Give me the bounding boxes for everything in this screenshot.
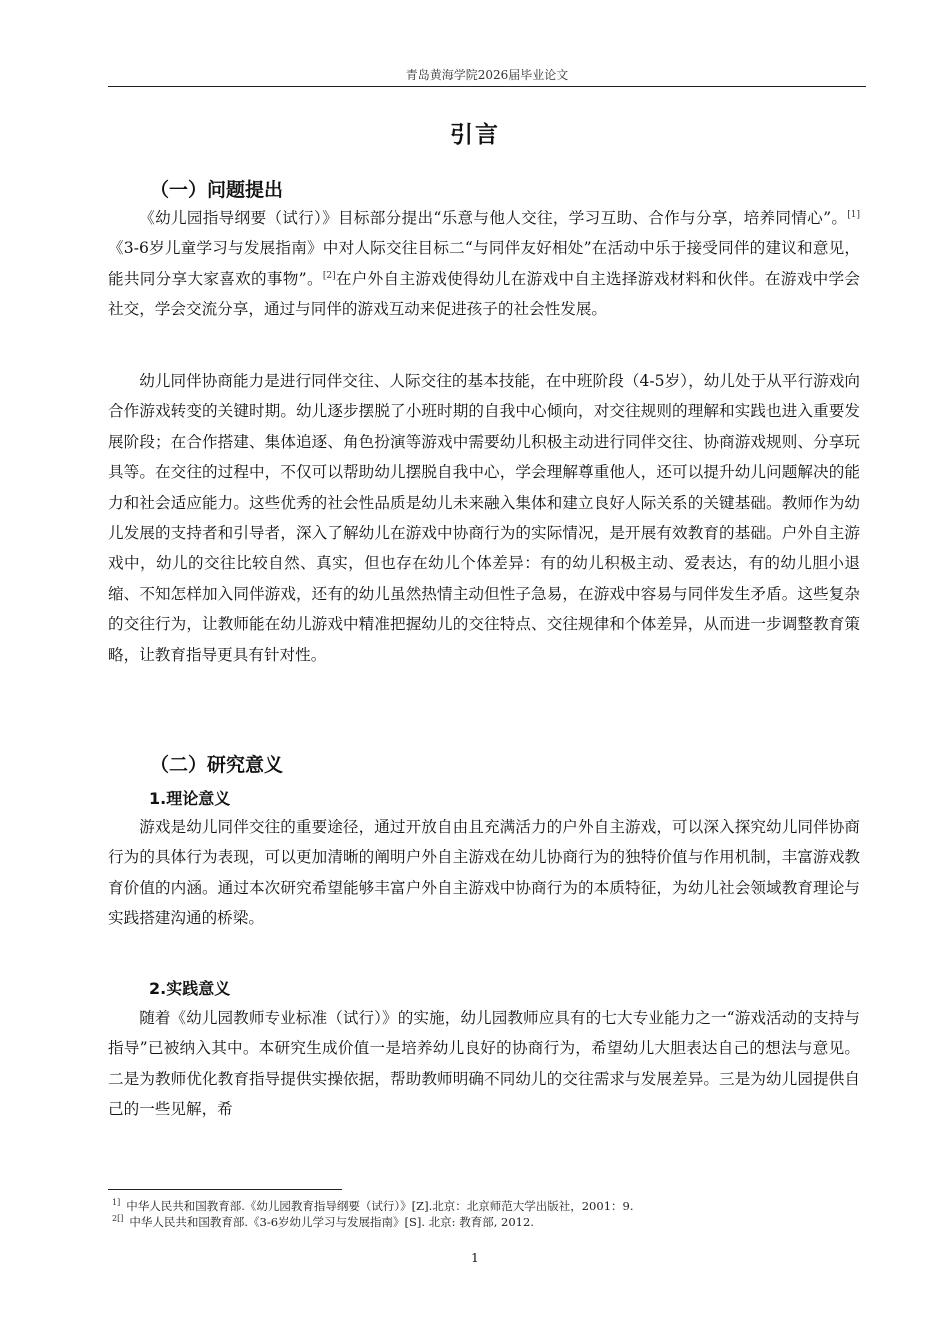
paragraph-problem-1 xyxy=(108,203,860,325)
paragraph-theory: 游戏是幼儿同伴交往的重要途径，通过开放自由且充满活力的户外自主游戏，可以深入探究幼儿同伴协商行为的具体行为表现，可以更加清晰的阐明户外自主游戏在幼儿协商行为的独特价值与作用机制，丰富游戏教育价值的内涵。通过本次研究希望能够丰富户外自主游戏中协商行为的本质特征，为幼儿社会领域教育理论与实践搭建沟通的桥梁。 xyxy=(108,818,860,928)
footnote-text: 中华人民共和国教育部.《3-6岁幼儿学习与发展指南》[S]. 北京: 教育部, 2012. xyxy=(129,1215,534,1229)
section-heading-significance: （二）研究意义 xyxy=(150,754,284,776)
footnote-rule xyxy=(108,1189,342,1190)
subsection-heading-practice: 2.实践意义 xyxy=(149,979,231,998)
citation-ref[interactable]: [2] xyxy=(322,270,336,281)
page-title: 引言 xyxy=(450,122,500,148)
paragraph-text: 《3-6岁儿童学习与发展指南》中对人际交往目标二“与同伴友好相处”在活动中乐于接受同伴的建议和意见，能共同分享大家喜欢的事物”。 xyxy=(108,239,860,288)
footnote-mark: 2[] xyxy=(112,1214,124,1224)
footnote-2 xyxy=(112,1214,534,1230)
running-header: 青岛黄海学院2026届毕业论文 xyxy=(405,68,569,82)
paragraph-text: 在户外自主游戏使得幼儿在游戏中自主选择游戏材料和伙伴。在游戏中学会社交，学会交流分享，通过与同伴的游戏互动来促进孩子的社会性发展。 xyxy=(108,269,860,319)
paragraph-practice: 随着《幼儿园教师专业标准（试行）》的实施，幼儿园教师应具有的七大专业能力之一“游戏活动的支持与指导”已被纳入其中。本研究生成价值一是培养幼儿良好的协商行为，希望幼儿大胆表达自己的想法与意见。二是为教师优化教育指导提供实操依据，帮助教师明确不同幼儿的交往需求与发展差异。三是为幼儿园提供自己的一些见解，希 xyxy=(108,1009,860,1119)
citation-ref[interactable]: [1] xyxy=(847,209,860,220)
footnote-text: 中华人民共和国教育部.《幼儿园教育指导纲要（试行）》[Z].北京：北京师范大学出版社，2001：9. xyxy=(126,1199,634,1213)
subsection-heading-theory: 1.理论意义 xyxy=(149,789,231,808)
page-number: 1 xyxy=(471,1251,479,1265)
paragraph-text: 《幼儿园指导纲要（试行）》目标部分提出“乐意与他人交往，学习互助、合作与分享，培养同情心”。 xyxy=(139,209,848,227)
footnote-mark: 1] xyxy=(112,1198,121,1208)
header-rule xyxy=(108,86,866,87)
footnote-1 xyxy=(112,1198,633,1214)
section-heading-problem: （一）问题提出 xyxy=(150,179,284,201)
paragraph-problem-2: 幼儿同伴协商能力是进行同伴交往、人际交往的基本技能，在中班阶段（4-5岁），幼儿处于从平行游戏向合作游戏转变的关键时期。幼儿逐步摆脱了小班时期的自我中心倾向，对交往规则的理解和实践也进入重要发展阶段；在合作搭建、集体追逐、角色扮演等游戏中需要幼儿积极主动进行同伴交往、协商游戏规则、分享玩具等。在交往的过程中，不仅可以帮助幼儿摆脱自我中心，学会理解尊重他人，还可以提升幼儿问题解决的能力和社会适应能力。这些优秀的社会性品质是幼儿未来融入集体和建立良好人际关系的关键基础。教师作为幼儿发展的支持者和引导者，深入了解幼儿在游戏中协商行为的实际情况，是开展有效教育的基础。户外自主游戏中，幼儿的交往比较自然、真实，但也存在幼儿个体差异：有的幼儿积极主动、爱表达，有的幼儿胆小退缩、不知怎样加入同伴游戏，还有的幼儿虽然热情主动但性子急易，在游戏中容易与同伴发生矛盾。这些复杂的交往行为，让教师能在幼儿游戏中精准把握幼儿的交往特点、交往规律和个体差异，从而进一步调整教育策略，让教育指导更具有针对性。 xyxy=(108,372,860,664)
